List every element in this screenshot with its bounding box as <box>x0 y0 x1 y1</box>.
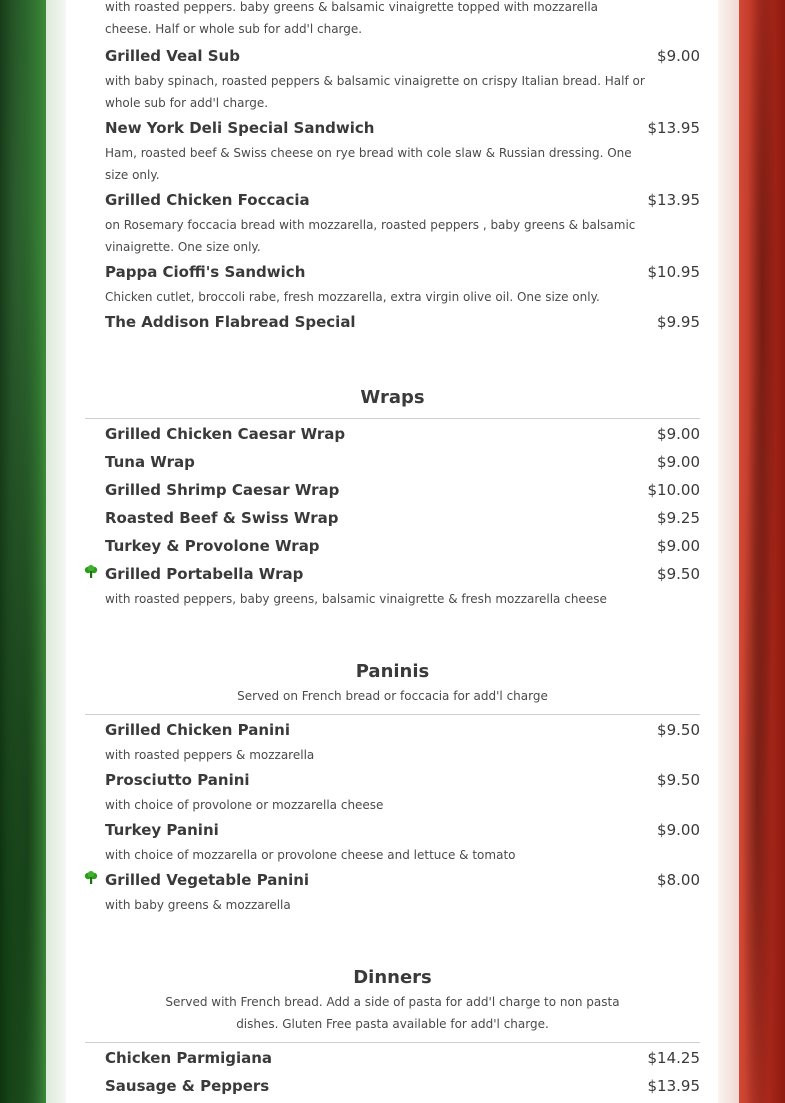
item-price: $9.50 <box>657 721 700 739</box>
item-price: $9.50 <box>657 565 700 583</box>
section-title-dinners: Dinners <box>353 967 432 988</box>
item-price: $9.95 <box>657 313 700 331</box>
item-description: with choice of mozzarella or provolone cheese and lettuce & tomato <box>105 848 516 862</box>
item-name: Turkey & Provolone Wrap <box>105 537 320 555</box>
item-price: $10.95 <box>647 263 700 281</box>
item-name: Prosciutto Panini <box>105 771 250 789</box>
item-name: Tuna Wrap <box>105 453 195 471</box>
item-description: Ham, roasted beef & Swiss cheese on rye bread with cole slaw & Russian dressing. One size only. <box>105 146 632 182</box>
item-name: Grilled Shrimp Caesar Wrap <box>105 481 340 499</box>
left-margin-tint <box>46 0 66 1103</box>
item-price: $9.00 <box>657 453 700 471</box>
item-name: Chicken Parmigiana <box>105 1049 273 1067</box>
item-price: $9.50 <box>657 771 700 789</box>
item-price: $9.00 <box>657 47 700 65</box>
item-name: The Addison Flabread Special <box>105 313 356 331</box>
item-price: $13.95 <box>647 191 700 209</box>
item-name: Grilled Chicken Panini <box>105 721 290 739</box>
item-name: New York Deli Special Sandwich <box>105 119 375 137</box>
vegetarian-broccoli-icon <box>84 565 98 579</box>
section-subtitle: Served with French bread. Add a side of pasta for add'l charge to non pasta dishes. Gluten Free pasta available for add'l charge. <box>165 995 620 1031</box>
italian-flag-red-strip <box>739 0 785 1103</box>
item-price: $9.00 <box>657 537 700 555</box>
right-margin-tint <box>718 0 739 1103</box>
item-description: on Rosemary foccacia bread with mozzarella, roasted peppers , baby greens & balsamic vinaigrette. One size only. <box>105 218 636 254</box>
item-price: $9.25 <box>657 509 700 527</box>
item-description: with baby spinach, roasted peppers & balsamic vinaigrette on crispy Italian bread. Half or whole sub for add'l charge. <box>105 74 645 110</box>
item-name: Grilled Chicken Foccacia <box>105 191 310 209</box>
item-name: Roasted Beef & Swiss Wrap <box>105 509 339 527</box>
item-price: $10.00 <box>647 481 700 499</box>
item-description: with baby greens & mozzarella <box>105 898 291 912</box>
section-divider <box>85 714 700 715</box>
vegetarian-broccoli-icon <box>84 871 98 885</box>
item-description: with roasted peppers, baby greens, balsamic vinaigrette & fresh mozzarella cheese <box>105 592 607 606</box>
item-description: with roasted peppers & mozzarella <box>105 748 315 762</box>
italian-flag-green-strip <box>0 0 46 1103</box>
section-subtitle: Served on French bread or foccacia for add'l charge <box>237 689 548 703</box>
item-price: $9.00 <box>657 425 700 443</box>
section-title-wraps: Wraps <box>360 387 425 408</box>
item-name: Grilled Chicken Caesar Wrap <box>105 425 346 443</box>
item-price: $14.25 <box>647 1049 700 1067</box>
item-description: with roasted peppers. baby greens & balsamic vinaigrette topped with mozzarella cheese. Half or whole sub for add'l charge. <box>105 0 599 36</box>
item-name: Grilled Portabella Wrap <box>105 565 304 583</box>
section-divider <box>85 1042 700 1043</box>
item-price: $13.95 <box>647 1077 700 1095</box>
section-title-paninis: Paninis <box>355 661 430 682</box>
item-price: $9.00 <box>657 821 700 839</box>
item-name: Grilled Veal Sub <box>105 47 240 65</box>
item-name: Turkey Panini <box>105 821 219 839</box>
section-divider <box>85 418 700 419</box>
item-name: Sausage & Peppers <box>105 1077 270 1095</box>
item-price: $13.95 <box>647 119 700 137</box>
item-price: $8.00 <box>657 871 700 889</box>
item-name: Pappa Cioffi's Sandwich <box>105 263 306 281</box>
item-description: with choice of provolone or mozzarella cheese <box>105 798 384 812</box>
item-name: Grilled Vegetable Panini <box>105 871 310 889</box>
item-description: Chicken cutlet, broccoli rabe, fresh mozzarella, extra virgin olive oil. One size only. <box>105 290 600 304</box>
